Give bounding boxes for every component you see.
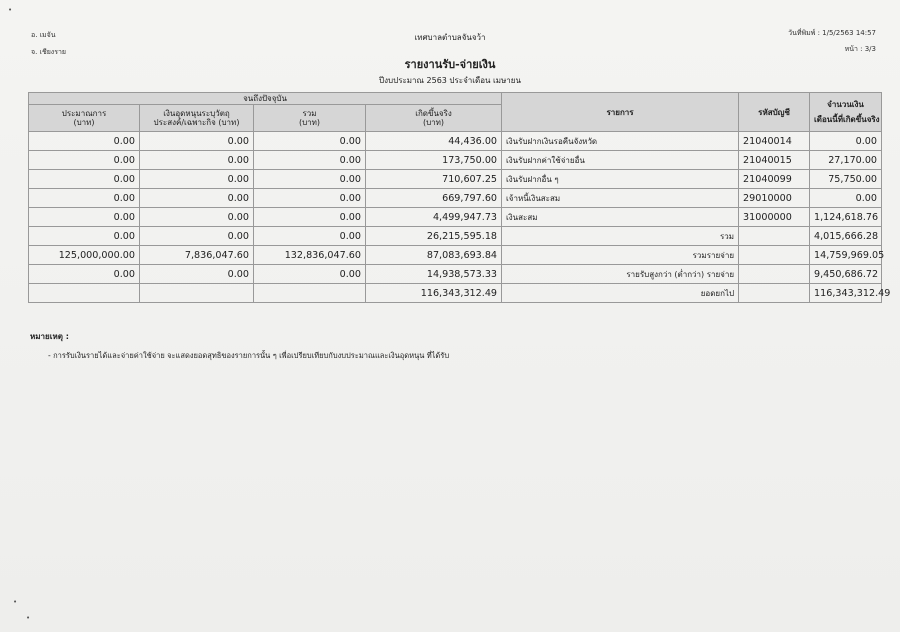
table-row: [29, 227, 882, 246]
actual-cell: 173,750.00: [366, 151, 502, 170]
amount-cell: 27,170.00: [810, 151, 882, 170]
actual-cell: 669,797.60: [366, 189, 502, 208]
item-cell: เงินรับฝากอื่น ๆ: [502, 170, 739, 189]
budget-cell: 0.00: [29, 189, 140, 208]
budget-cell: 0.00: [29, 227, 140, 246]
account-cell: 29010000: [739, 189, 810, 208]
print-date: วันที่พิมพ์ : 1/5/2563 14:57: [788, 29, 876, 37]
subsidy-cell: 7,836,047.60: [140, 246, 254, 265]
col-amount-header: [810, 93, 882, 132]
amount-cell: 0.00: [810, 132, 882, 151]
col-budget-header: ประมาณการ (บาท): [29, 105, 140, 132]
account-cell: [739, 284, 810, 303]
budget-cell: 0.00: [29, 265, 140, 284]
item-cell: ยอดยกไป: [502, 284, 739, 303]
col-total-header: รวม (บาท): [254, 105, 366, 132]
total-cell: 0.00: [254, 208, 366, 227]
budget-cell: 0.00: [29, 208, 140, 227]
account-cell: 21040099: [739, 170, 810, 189]
district-label: อ. เมจัน: [31, 31, 56, 39]
org-name: เทศบาลตำบลจันจว้า: [414, 33, 486, 42]
col-item-header: รายการ: [502, 93, 739, 132]
col-actual-header: เกิดขึ้นจริง (บาท): [366, 105, 502, 132]
subsidy-cell: 0.00: [140, 151, 254, 170]
page-number: หน้า : 3/3: [844, 45, 876, 53]
budget-cell: 0.00: [29, 170, 140, 189]
amount-cell: 14,759,969.05: [810, 246, 882, 265]
actual-cell: 4,499,947.73: [366, 208, 502, 227]
table-row: [29, 208, 882, 227]
subsidy-cell: 0.00: [140, 170, 254, 189]
group-header: จนถึงปัจจุบัน: [29, 93, 502, 105]
table-row: [29, 246, 882, 265]
amount-cell: 1,124,618.76: [810, 208, 882, 227]
col-account-header: รหัสบัญชี: [739, 93, 810, 132]
amount-header-top: จำนวนเงิน: [827, 100, 864, 109]
table-row: [29, 189, 882, 208]
report-subtitle: ปีงบประมาณ 2563 ประจำเดือน เมษายน: [379, 76, 521, 85]
total-cell: 0.00: [254, 189, 366, 208]
actual-cell: 14,938,573.33: [366, 265, 502, 284]
budget-cell: [29, 284, 140, 303]
actual-cell: 87,083,693.84: [366, 246, 502, 265]
scan-mark: •: [26, 614, 31, 622]
total-cell: [254, 284, 366, 303]
item-cell: รวม: [502, 227, 739, 246]
budget-cell: 0.00: [29, 151, 140, 170]
table-row: [29, 132, 882, 151]
scan-mark: •: [13, 598, 18, 606]
amount-cell: 4,015,666.28: [810, 227, 882, 246]
item-cell: เงินสะสม: [502, 208, 739, 227]
table-row: [29, 284, 882, 303]
amount-cell: 0.00: [810, 189, 882, 208]
total-cell: 0.00: [254, 170, 366, 189]
scan-mark: •: [8, 6, 13, 14]
item-cell: รวมรายจ่าย: [502, 246, 739, 265]
notes-heading: หมายเหตุ :: [30, 332, 69, 341]
actual-cell: 44,436.00: [366, 132, 502, 151]
amount-cell: 116,343,312.49: [810, 284, 882, 303]
amount-cell: 9,450,686.72: [810, 265, 882, 284]
item-cell: เงินรับฝากเงินรอคืนจังหวัด: [502, 132, 739, 151]
col-subsidy-header: เงินอุดหนุนระบุวัตถุ ประสงค์/เฉพาะกิจ (บาท): [140, 105, 254, 132]
item-cell: เจ้าหนี้เงินสะสม: [502, 189, 739, 208]
amount-cell: 75,750.00: [810, 170, 882, 189]
total-cell: 0.00: [254, 227, 366, 246]
account-cell: [739, 227, 810, 246]
subsidy-cell: 0.00: [140, 208, 254, 227]
actual-cell: 116,343,312.49: [366, 284, 502, 303]
amount-header-sub: เดือนนี้ที่เกิดขึ้นจริง: [814, 115, 880, 124]
province-label: จ. เชียงราย: [31, 48, 67, 56]
report-table: [28, 92, 891, 303]
account-cell: 21040015: [739, 151, 810, 170]
note-line: - การรับเงินรายได้และจ่ายค่าใช้จ่าย จะแสดงยอดสุทธิของรายการนั้น ๆ เพื่อเปรียบเทียบกับงบประมาณและเงินอุดหนุน ที่ได้รับ: [48, 351, 450, 360]
total-cell: 0.00: [254, 265, 366, 284]
account-cell: [739, 246, 810, 265]
subsidy-cell: 0.00: [140, 265, 254, 284]
table-row: [29, 170, 882, 189]
subsidy-cell: 0.00: [140, 227, 254, 246]
total-cell: 132,836,047.60: [254, 246, 366, 265]
budget-cell: 125,000,000.00: [29, 246, 140, 265]
subsidy-cell: 0.00: [140, 189, 254, 208]
item-cell: เงินรับฝากค่าใช้จ่ายอื่น: [502, 151, 739, 170]
actual-cell: 710,607.25: [366, 170, 502, 189]
subsidy-cell: [140, 284, 254, 303]
account-cell: 31000000: [739, 208, 810, 227]
table-body: [29, 132, 891, 303]
subsidy-cell: 0.00: [140, 132, 254, 151]
table-row: [29, 151, 882, 170]
account-cell: 21040014: [739, 132, 810, 151]
actual-cell: 26,215,595.18: [366, 227, 502, 246]
total-cell: 0.00: [254, 132, 366, 151]
table-row: [29, 265, 882, 284]
total-cell: 0.00: [254, 151, 366, 170]
item-cell: รายรับสูงกว่า (ต่ำกว่า) รายจ่าย: [502, 265, 739, 284]
account-cell: [739, 265, 810, 284]
report-title: รายงานรับ-จ่ายเงิน: [404, 58, 496, 71]
budget-cell: 0.00: [29, 132, 140, 151]
